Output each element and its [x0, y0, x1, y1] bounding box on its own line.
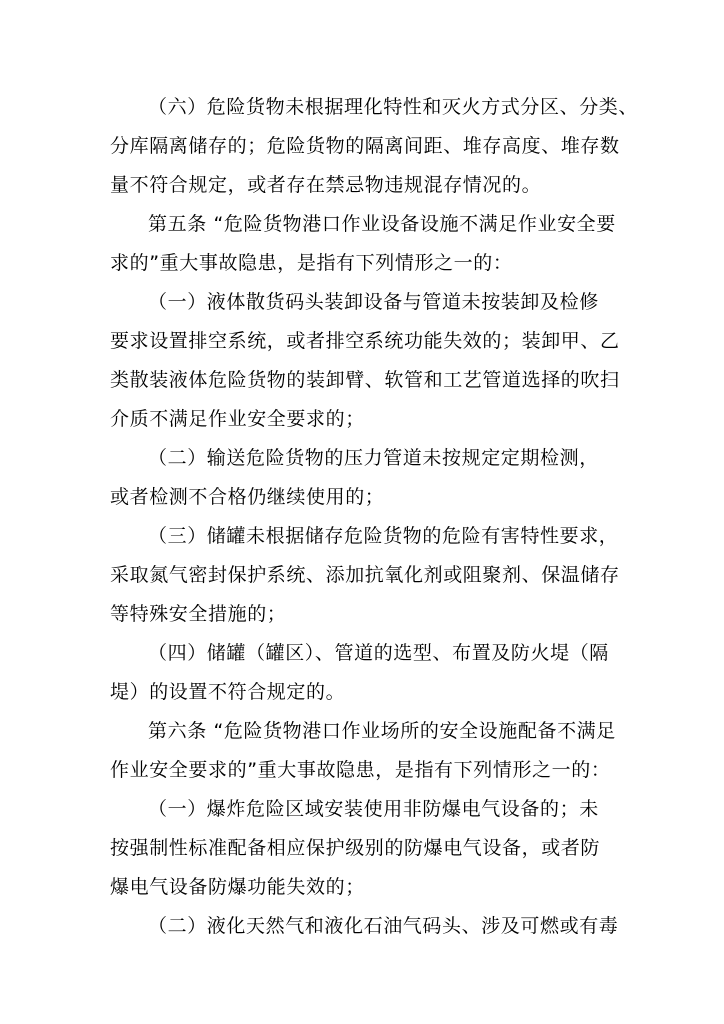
text-line: 第六条 “危险货物港口作业场所的安全设施配备不满足: [148, 720, 616, 742]
text-line: （六）危险货物未根据理化特性和灭火方式分区、分类、: [148, 96, 639, 118]
text-line: 采取氮气密封保护系统、添加抗氧化剂或阻聚剂、保温储存: [110, 564, 620, 586]
text-line: （三）储罐未根据储存危险货物的危险有害特性要求，: [148, 525, 619, 547]
text-line: （一）爆炸危险区域安装使用非防爆电气设备的；未: [148, 798, 599, 820]
text-line: （二）输送危险货物的压力管道未按规定定期检测，: [148, 447, 599, 469]
text-line: 求的”重大事故隐患，是指有下列情形之一的：: [110, 252, 513, 274]
text-line: 量不符合规定，或者存在禁忌物违规混存情况的。: [110, 174, 542, 196]
text-line: （一）液体散货码头装卸设备与管道未按装卸及检修: [148, 291, 599, 313]
text-line: 爆电气设备防爆功能失效的；: [110, 876, 365, 898]
text-line: （四）储罐（罐区）、管道的选型、布置及防火堤（隔: [148, 642, 609, 664]
document-body: [110, 88, 639, 946]
text-line: 第五条 “危险货物港口作业设备设施不满足作业安全要: [148, 213, 616, 235]
text-line: 堤）的设置不符合规定的。: [110, 681, 346, 703]
text-line: 按强制性标准配备相应保护级别的防爆电气设备，或者防: [110, 837, 601, 859]
text-line: 等特殊安全措施的；: [110, 603, 287, 625]
text-line: 介质不满足作业安全要求的；: [110, 408, 365, 430]
text-line: 或者检测不合格仍继续使用的；: [110, 486, 385, 508]
text-line: （二）液化天然气和液化石油气码头、涉及可燃或有毒: [148, 915, 619, 937]
text-line: 要求设置排空系统，或者排空系统功能失效的；装卸甲、乙: [110, 330, 620, 352]
text-line: 作业安全要求的”重大事故隐患，是指有下列情形之一的：: [110, 759, 611, 781]
text-line: 分库隔离储存的；危险货物的隔离间距、堆存高度、堆存数: [110, 135, 620, 157]
text-line: 类散装液体危险货物的装卸臂、软管和工艺管道选择的吹扫: [110, 369, 620, 391]
